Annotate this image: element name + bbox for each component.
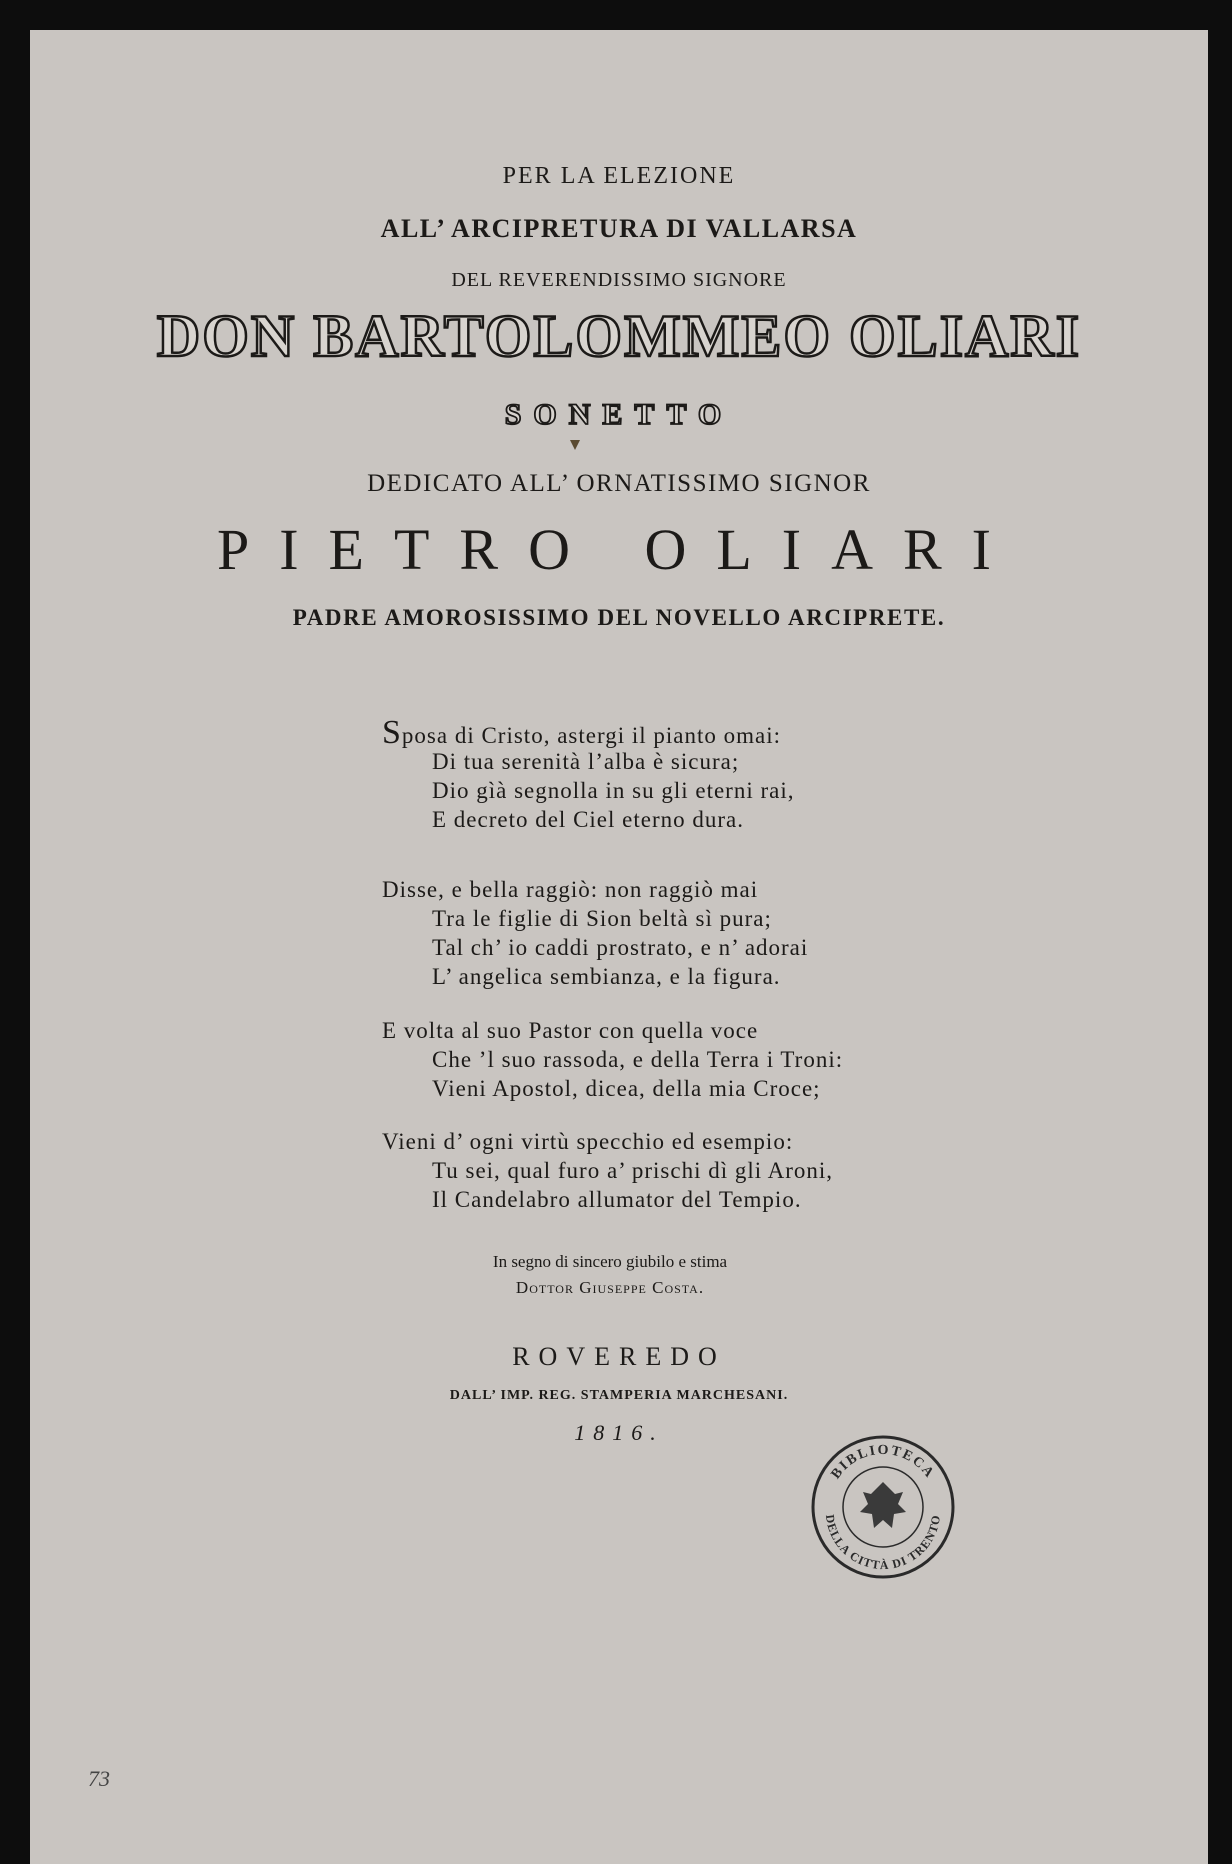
verse-line: Il Candelabro allumator del Tempio. xyxy=(432,1187,802,1212)
stanza-4 xyxy=(382,1127,942,1214)
verse-line: Di tua serenità l’alba è sicura; xyxy=(432,749,740,774)
verse-line: L’ angelica sembianza, e la figura. xyxy=(432,964,781,989)
dedicatee-name: PIETRO OLIARI xyxy=(216,517,1021,582)
ornament-icon xyxy=(568,438,582,452)
dedication-line: DEDICATO ALL’ ORNATISSIMO SIGNOR xyxy=(367,470,871,497)
shelf-mark: 73 xyxy=(88,1766,110,1791)
stamp-text-top: BIBLIOTECA xyxy=(828,1442,938,1482)
signature-block xyxy=(420,1252,800,1298)
verse-line: E decreto del Ciel eterno dura. xyxy=(432,807,744,832)
header-line-2: ALL’ ARCIPRETURA DI VALLARSA xyxy=(380,214,858,243)
signature-line-1: In segno di sincero giubilo e stima xyxy=(492,1252,728,1271)
verse-line: Tra le figlie di Sion beltà sì pura; xyxy=(432,906,772,931)
dedicatee-role: PADRE AMOROSISSIMO DEL NOVELLO ARCIPRETE. xyxy=(292,605,946,630)
header-line-3: DEL REVERENDISSIMO SIGNORE xyxy=(451,269,787,291)
verse-line: Sposa di Cristo, astergi il pianto omai: xyxy=(382,714,781,751)
imprint-printer: DALL’ IMP. REG. STAMPERIA MARCHESANI. xyxy=(449,1388,789,1403)
verse-line: E volta al suo Pastor con quella voce xyxy=(382,1018,759,1043)
verse-line: Che ’l suo rassoda, e della Terra i Troni: xyxy=(432,1047,844,1072)
document-sheet xyxy=(30,30,1208,1864)
library-stamp-icon xyxy=(808,1432,958,1582)
honoree-name: DON BARTOLOMMEO OLIARI xyxy=(156,303,1082,369)
verse-line: Tu sei, qual furo a’ prischi dì gli Aroni, xyxy=(432,1158,834,1183)
verse-line: Disse, e bella raggiò: non raggiò mai xyxy=(382,877,759,902)
genre-title: SONETTO xyxy=(504,398,734,431)
verse-line: Vieni Apostol, dicea, della mia Croce; xyxy=(432,1076,821,1101)
imprint-year: 1816. xyxy=(574,1420,664,1445)
signature-author: Dottor Giuseppe Costa. xyxy=(515,1278,705,1297)
verse-line: Vieni d’ ogni virtù specchio ed esempio: xyxy=(382,1129,794,1154)
stamp-text-bottom: DELLA CITTÀ DI TRENTO xyxy=(822,1513,944,1573)
imprint-city: ROVEREDO xyxy=(512,1342,726,1371)
drop-initial: S xyxy=(382,714,402,751)
stanza-2 xyxy=(382,875,942,991)
header-line-1: PER LA ELEZIONE xyxy=(502,163,736,189)
stanza-3 xyxy=(382,1016,942,1103)
stanza-1 xyxy=(382,714,942,834)
verse-line: Tal ch’ io caddi prostrato, e n’ adorai xyxy=(432,935,809,960)
verse-line: Dio gìà segnolla in su gli eterni rai, xyxy=(432,778,795,803)
